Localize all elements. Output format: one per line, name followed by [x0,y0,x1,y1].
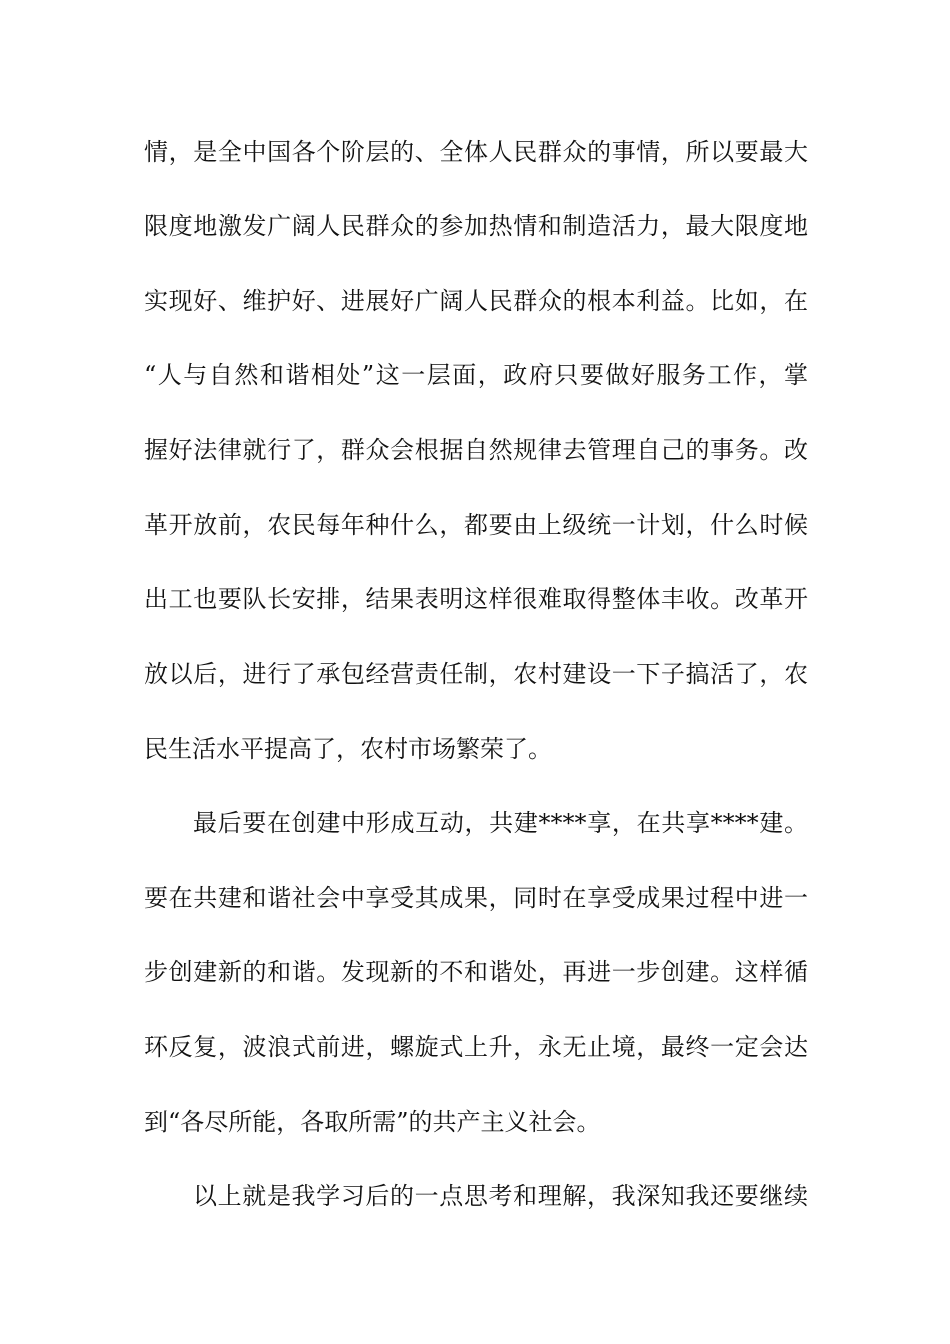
text-line: 民生活水平提高了，农村市场繁荣了。 [144,735,552,763]
text-line: 要在共建和谐社会中享受其成果，同时在享受成果过程中进一 [144,884,808,912]
text-line: 实现好、维护好、进展好广阔人民群众的根本利益。比如，在 [144,287,808,315]
paragraph-first-line: 以上就是我学习后的一点思考和理解，我深知我还要继续 [193,1182,808,1210]
paragraph-first-line: 最后要在创建中形成互动，共建****享，在共享****建。 [193,809,808,837]
text-line: “人与自然和谐相处”这一层面，政府只要做好服务工作，掌 [144,361,808,389]
text-line: 情，是全中国各个阶层的、全体人民群众的事情，所以要最大 [144,138,808,166]
text-line: 出工也要队长安排，结果表明这样很难取得整体丰收。改革开 [144,585,808,613]
text-line: 限度地激发广阔人民群众的参加热情和制造活力，最大限度地 [144,212,808,240]
text-line: 革开放前，农民每年种什么，都要由上级统一计划，什么时候 [144,511,808,539]
text-line: 握好法律就行了，群众会根据自然规律去管理自己的事务。改 [144,436,808,464]
text-line: 到“各尽所能，各取所需”的共产主义社会。 [144,1108,601,1136]
text-line: 放以后，进行了承包经营责任制，农村建设一下子搞活了，农 [144,660,808,688]
text-line: 环反复，波浪式前进，螺旋式上升，永无止境，最终一定会达 [144,1033,808,1061]
text-line: 步创建新的和谐。发现新的不和谐处，再进一步创建。这样循 [144,958,808,986]
